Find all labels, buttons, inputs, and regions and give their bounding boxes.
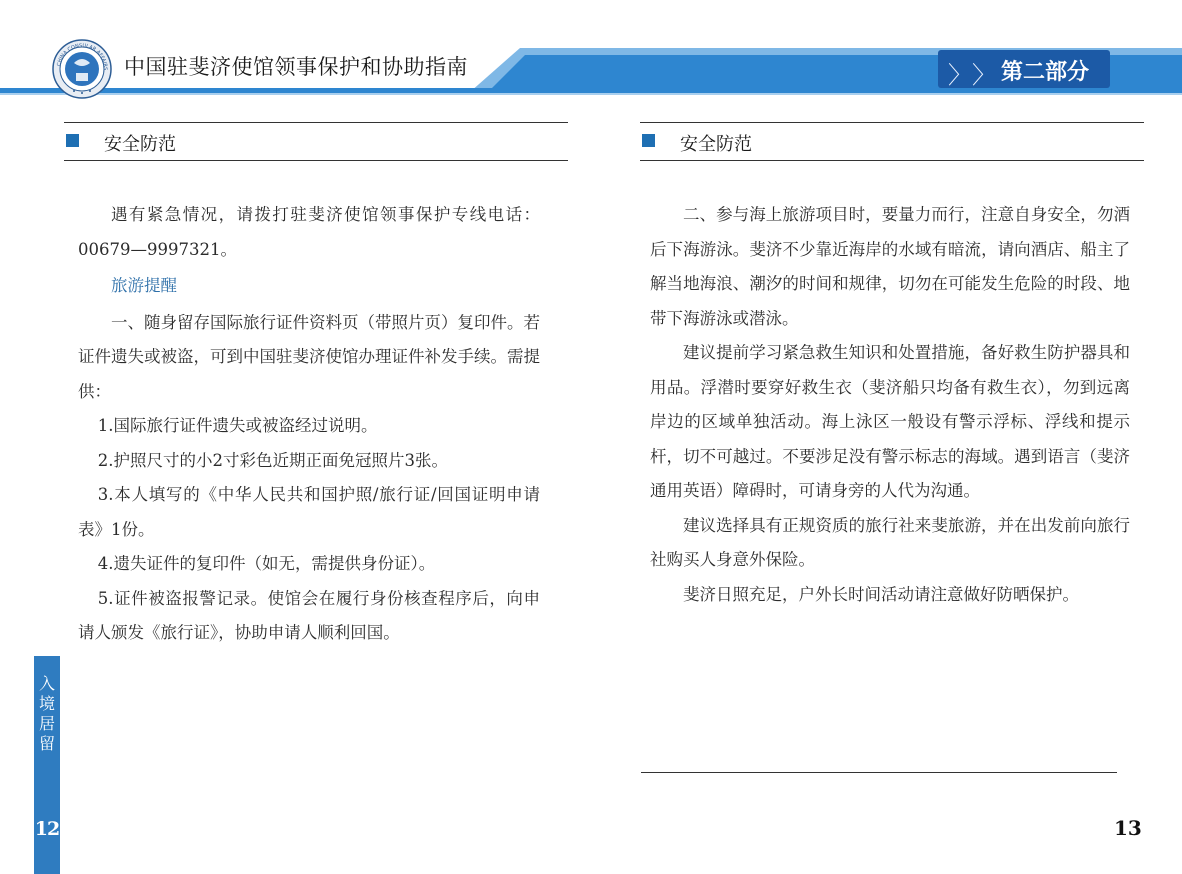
document-title: 中国驻斐济使馆领事保护和协助指南: [124, 55, 468, 79]
chapter-label: 入 境 居 留: [38, 674, 55, 753]
part-badge: [938, 50, 1110, 88]
square-bullet-icon: [66, 134, 79, 147]
chevron-right-icon: 〉: [972, 61, 996, 89]
paragraph: 一、随身留存国际旅行证件资料页（带照片页）复印件。若证件遗失或被盗，可到中国驻斐济使馆办理证件补发手续。需提供：: [78, 312, 540, 401]
consular-logo: [52, 39, 112, 99]
square-bullet-icon: [642, 134, 655, 147]
section-title: 安全防范: [104, 134, 176, 155]
chapter-side-tab: [34, 656, 60, 874]
right-column: [650, 198, 1130, 612]
list-item: 4.遗失证件的复印件（如无，需提供身份证）。: [97, 554, 436, 573]
list-item: 3.本人填写的《中华人民共和国护照/旅行证/回国证明申请表》1份。: [78, 485, 540, 539]
section-title: 安全防范: [680, 134, 752, 155]
page-header: [0, 0, 1182, 110]
chevron-right-icon: 〉: [948, 61, 972, 89]
paragraph: 遇有紧急情况，请拨打驻斐济使馆领事保护专线电话：00679—9997321。: [78, 205, 540, 259]
page-number-right: 13: [1114, 816, 1142, 840]
paragraph: 二、参与海上旅游项目时，要量力而行，注意自身安全，勿酒后下海游泳。斐济不少靠近海岸的水域有暗流，请向酒店、船主了解当地海浪、潮汐的时间和规律，切勿在可能发生危险的时段、地带下海游泳或潜泳。: [650, 205, 1130, 328]
list-item: 1.国际旅行证件遗失或被盗经过说明。: [97, 416, 378, 435]
list-item: 2.护照尺寸的小2寸彩色近期正面免冠照片3张。: [97, 450, 449, 470]
paragraph: 斐济日照充足，户外长时间活动请注意做好防晒保护。: [683, 584, 1079, 604]
left-column: [78, 198, 540, 651]
subheading: 旅游提醒: [111, 276, 177, 295]
paragraph: 建议选择具有正规资质的旅行社来斐旅游，并在出发前向旅行社购买人身意外保险。: [650, 515, 1130, 569]
list-item: 5.证件被盗报警记录。使馆会在履行身份核查程序后，向申请人颁发《旅行证》，协助申请人顺利回国。: [78, 588, 540, 642]
part-label: 第二部分: [1001, 60, 1090, 85]
left-section-heading: [64, 122, 568, 161]
paragraph: 建议提前学习紧急救生知识和处置措施，备好救生防护器具和用品。浮潜时要穿好救生衣（斐济船只均备有救生衣），勿到远离岸边的区域单独活动。海上泳区一般设有警示浮标、浮线和提示杆，切不可越过。不要涉足没有警示标志的海域。遇到语言（斐济通用英语）障碍时，可请身旁的人代为沟通。: [650, 343, 1130, 500]
page-number-left: 12: [34, 818, 60, 840]
divider: [641, 772, 1117, 773]
svg-text:CHINA CONSULAR AFFAIRS: CHINA CONSULAR AFFAIRS: [56, 42, 109, 71]
right-section-heading: [640, 122, 1144, 161]
